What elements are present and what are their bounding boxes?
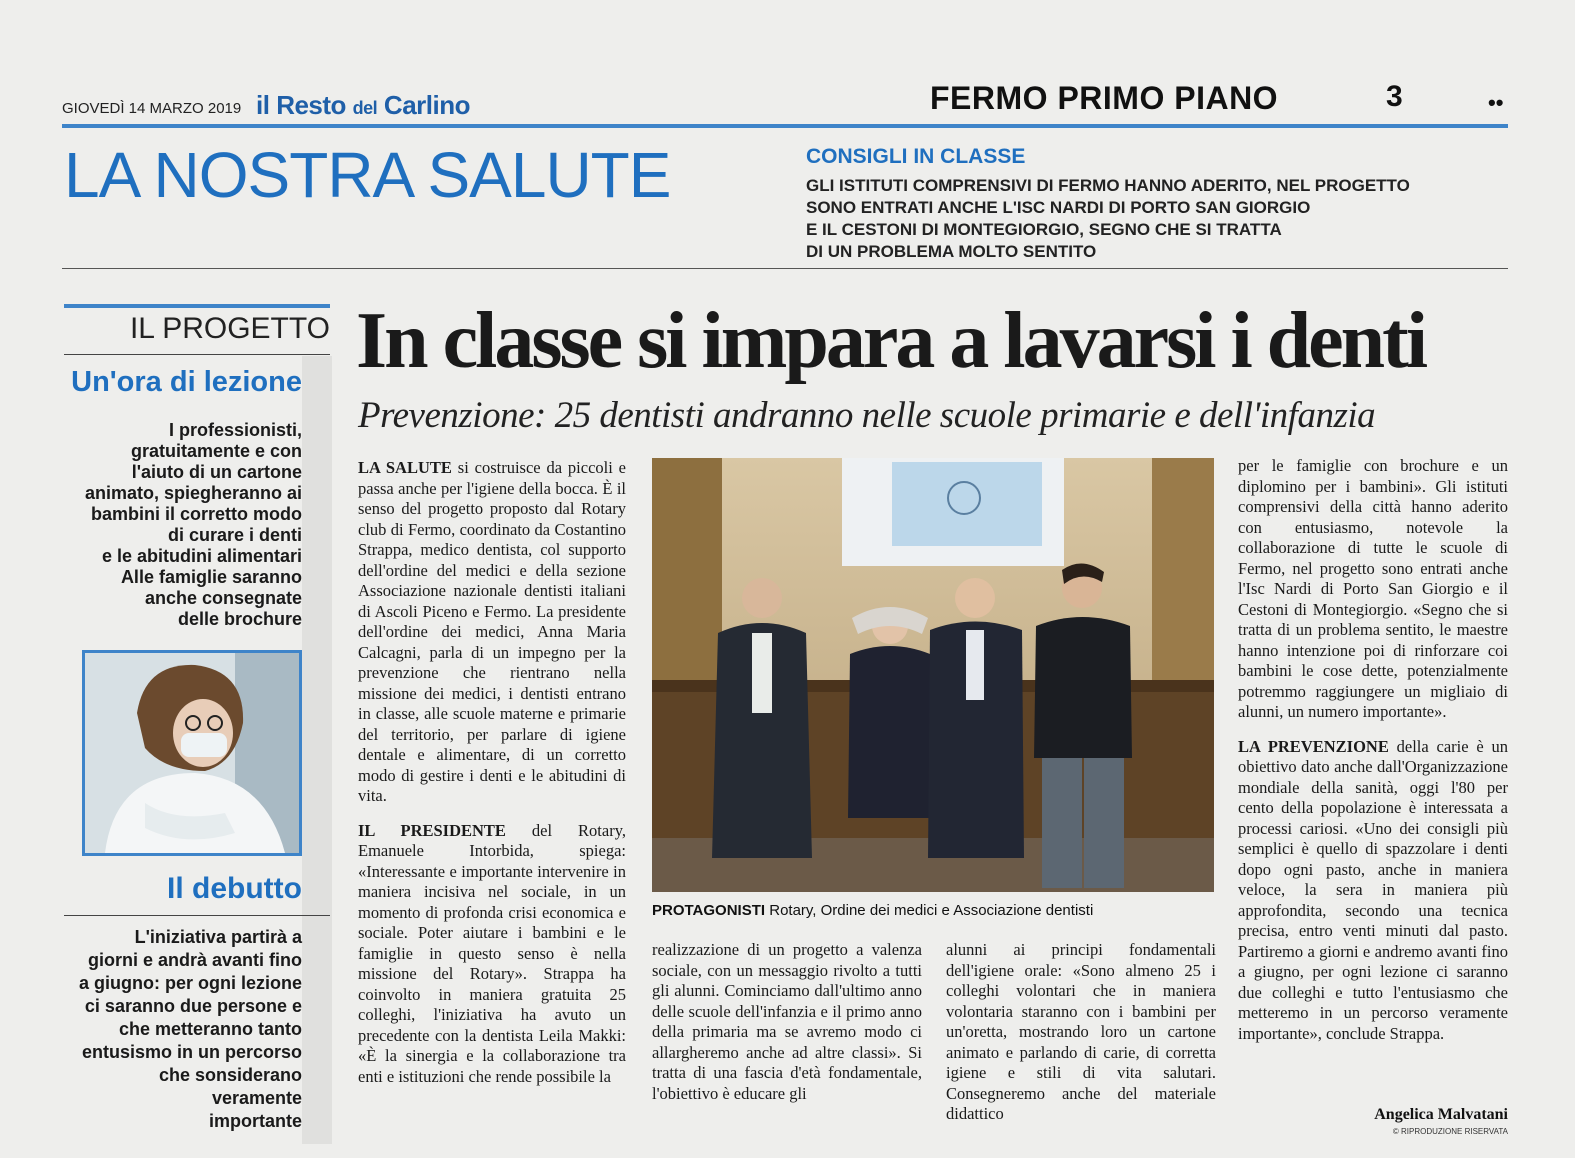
group-photo-illustration (652, 458, 1214, 892)
article-column-4 (1238, 456, 1508, 1106)
sidebar-shade (302, 356, 332, 1144)
sidebar-line: di curare i denti (167, 525, 302, 545)
newspaper-logo (256, 90, 470, 121)
sidebar-text-debutto (64, 926, 302, 1133)
paragraph-text: del Rotary, Emanuele Intorbida, spiega: «Interessante e importante intervenire in maniera incisiva nel sociale, in un momento di profonda crisi economica e sociale. Poter aiutare i bambini e le famiglie in questo senso è nella missione del Rotary». Strappa ha coinvolto in maniera gratuita 25 colleghi, l'iniziativa ha avuto un precedente con la dentista Leila Makki: «È la sinergia e la collaborazione tra enti e istituzioni che rende possibile la (358, 820, 626, 1086)
sidebar-text-lezione (64, 420, 302, 630)
sidebar-heading-debutto: Il debutto (167, 872, 302, 905)
banner-title: LA NOSTRA SALUTE (64, 139, 671, 211)
sidebar-rule (64, 354, 330, 355)
caption-lead: PROTAGONISTI (652, 902, 766, 919)
sidebar-top-rule (64, 304, 330, 308)
photo-caption (652, 902, 1222, 919)
sidebar-rule (64, 915, 330, 916)
banner-kicker: CONSIGLI IN CLASSE (806, 145, 1026, 168)
banner-summary (806, 175, 1446, 263)
banner-line: E IL CESTONI DI MONTEGIORGIO, SEGNO CHE SI TRATTA (806, 220, 1282, 239)
sidebar-line: ci saranno due persone e (84, 996, 302, 1016)
article-column-3 (946, 940, 1216, 1145)
sidebar-line: importante (208, 1111, 302, 1131)
sidebar-line: che sonsiderano (158, 1065, 302, 1085)
banner-line: GLI ISTITUTI COMPRENSIVI DI FERMO HANNO ADERITO, NEL PROGETTO (806, 176, 1410, 195)
sidebar-heading-lezione: Un'ora di lezione (71, 366, 302, 398)
sidebar-line: L'iniziativa partirà a (134, 927, 302, 947)
page-dots: •• (1488, 90, 1504, 115)
sidebar-line: I professionisti, (168, 420, 302, 440)
copyright-notice: © RIPRODUZIONE RISERVATA (1392, 1127, 1508, 1136)
sidebar-line: anche consegnate (144, 588, 302, 608)
dentist-photo (82, 650, 302, 856)
sidebar-line: l'aiuto di un cartone (131, 462, 302, 482)
logo-del: del (352, 98, 378, 118)
header-rule (62, 124, 1508, 128)
article-byline: Angelica Malvatani (1374, 1106, 1508, 1123)
article-subheadline: Prevenzione: 25 dentisti andranno nelle scuole primarie e dell'infanzia (358, 395, 1376, 436)
article-paragraph (358, 821, 626, 1088)
banner-line: DI UN PROBLEMA MOLTO SENTITO (806, 242, 1097, 261)
section-title: FERMO PRIMO PIANO (930, 80, 1279, 116)
article-paragraph: realizzazione di un progetto a valenza sociale, con un messaggio rivolto a tutti gli alunni. Cominciamo dall'ultimo anno delle scuole dell'infanzia e il primo anno della primaria ma se avremo modo ci allargheremo anche ad altre classi». Si tratta di una fascia d'età fondamentale, l'obiettivo è educare gli (652, 940, 922, 1103)
sidebar-line: delle brochure (177, 609, 302, 629)
banner-rule (62, 268, 1508, 269)
dentist-illustration (85, 653, 299, 853)
sidebar-label: IL PROGETTO (129, 312, 330, 345)
article-paragraph (358, 458, 626, 807)
sidebar-line: a giugno: per ogni lezione (79, 973, 302, 993)
sidebar-line: bambini il corretto modo (90, 504, 302, 524)
sidebar-line: animato, spiegheranno ai (84, 483, 302, 503)
caption-text: Rotary, Ordine dei medici e Associazione dentisti (765, 902, 1094, 919)
issue-date: GIOVEDÌ 14 MARZO 2019 (62, 100, 242, 117)
logo-il: il (256, 90, 270, 120)
sidebar-line: veramente (211, 1088, 302, 1108)
banner-line: SONO ENTRATI ANCHE L'ISC NARDI DI PORTO SAN GIORGIO (806, 198, 1311, 217)
article-paragraph (1238, 737, 1508, 1045)
article-paragraph: per le famiglie con brochure e un diplomino per i bambini». Gli istituti comprensivi della città hanno aderito con entusiasmo, notevole la collaborazione di tutte le scuole di Fermo, nel progetto sono entrati anche l'Isc Nardi di Porto San Giorgio e il Cestoni di Montegiorgio. «Segno che si tratta di un problema sentito, le maestre hanno intenzione poi di rinforzare coi bambini le cose dette, potenzialmente potremmo raggiungere un migliaio di alunni, un numero importante». (1238, 456, 1508, 721)
paragraph-text: si costruisce da piccoli e passa anche per l'igiene della bocca. È il senso del progetto proposto dal Rotary club di Fermo, coordinato da Costantino Strappa, medico dentista, col supporto dell'ordine del medici e della sezione Associazione nazionale dentisti italiani di Ascoli Piceno e Fermo. La presidente dell'ordine dei medici, Anna Maria Calcagni, parla di un impegno per la prevenzione che rientrano nella missione dei medici, i dentisti entrano in classe, alle scuole materne e primarie del territorio, per parlare di igiene dentale e alimentare, di un corretto modo di gestire i denti e le abitudini di vita. (358, 458, 626, 805)
sidebar-line: gratuitamente e con (130, 441, 302, 461)
sidebar-line: e le abitudini alimentari (101, 546, 302, 566)
article-column-1 (358, 458, 626, 1148)
article-headline: In classe si impara a lavarsi i denti (356, 297, 1426, 385)
paragraph-lead: LA PREVENZIONE (1238, 736, 1389, 756)
group-photo (652, 458, 1214, 892)
paragraph-text: della carie è un obiettivo dato anche dall'Organizzazione mondiale della sanità, oggi l'80 per cento della popolazione è interessata a processi cariosi. «Uno dei consigli più semplici è quello di spazzolare i denti dopo ogni pasto, anche in maniera veloce, la sera in maniera più approfondita, secondo una tecnica precisa, entro venti minuti dal pasto. Partiremo a giorni e andremo avanti fino a giugno, per ogni lezione ci saranno due colleghi e tutto l'entusiasmo che metteremo in un percorso veramente importante», conclude Strappa. (1238, 736, 1508, 1043)
sidebar-line: Alle famiglie saranno (120, 567, 302, 587)
sidebar-line: giorni e andrà avanti fino (87, 950, 302, 970)
sidebar-line: entusismo in un percorso (81, 1042, 302, 1062)
logo-resto: Resto (276, 90, 346, 120)
logo-carlino: Carlino (383, 90, 470, 120)
article-column-2 (652, 940, 922, 1145)
paragraph-lead: IL PRESIDENTE (358, 820, 506, 840)
page-number: 3 (1386, 80, 1403, 113)
paragraph-lead: LA SALUTE (358, 458, 452, 477)
sidebar-line: che metteranno tanto (118, 1019, 302, 1039)
article-paragraph: alunni ai principi fondamentali dell'igiene orale: «Sono almeno 25 i colleghi volontari che in maniera volontaria staranno con i bambini per un'oretta, mostrando loro un cartone animato e parlando di carie, di corretta igiene e stili di vita salutari. Consegneremo anche del materiale didattico (946, 940, 1216, 1123)
